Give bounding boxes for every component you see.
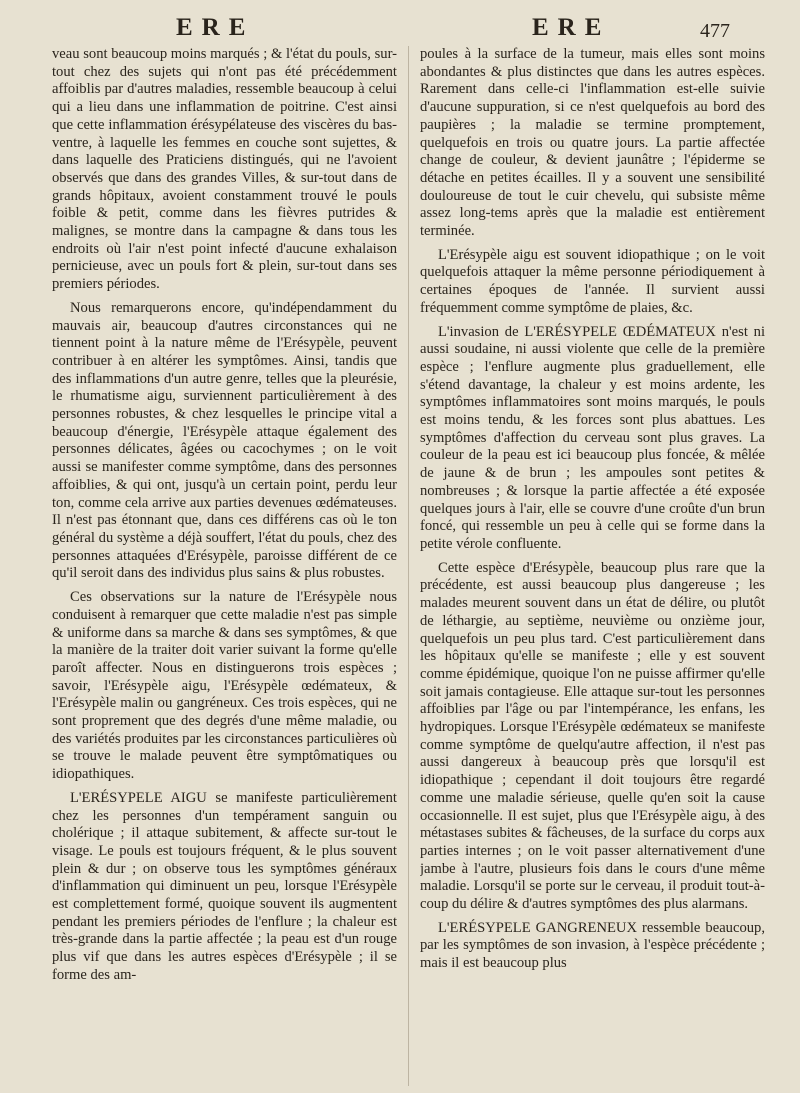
paragraph: veau sont beaucoup moins marqués ; & l'état du pouls, sur-tout chez des sujets qui n'ont pas été précédemment affoiblis par d'autres maladies, ressemble beaucoup à celui qui a lieu dans une inflammation de poitrine. C'est ainsi que cette inflammation érésypélateuse des viscères du bas-ventre, à laquelle les femmes en couche sont sujettes, & dans laquelle des Praticiens distingués, qui ne l'avoient observés que dans des grandes Villes, & sur-tout dans de grands hôpitaux, avoient constamment trouvé le pouls foible & petit, comme dans les fièvres putrides & malignes, se montre dans la campagne & dans tous les endroits où l'air n'est point infecté d'aucune exhalaison pernicieuse, avec un pouls fort & plein, sur-tout dans ses premiers périodes. [52,46,397,293]
page-header [0,14,800,44]
paragraph: Nous remarquerons encore, qu'indépendamment du mauvais air, beaucoup d'autres circonstances qui ne tiennent point à la nature même de l'Erésypèle, peuvent contribuer à en altérer les symptômes. Ainsi, tandis que des inflammations d'un autre genre, telles que la pleurésie, le rhumatisme aigu, surviennent particulièrement à des personnes robustes, & chez lesquelles le principe vital a beaucoup d'énergie, l'Erésypèle attaque également des personnes délicates, âgées ou cacochymes ; on le voit aussi se manifester comme symptôme, dans des personnes affoiblies, & qui ont, jusqu'à un certain point, perdu leur ton, comme cela arrive aux parties devenues œdémateuses. Il n'est pas étonnant que, dans ces différens cas où le ton général du système a déjà souffert, l'état du pouls, chez des personnes attaquées d'Erésypèle, paroisse différent de ce qu'il seroit dans des individus plus sains & plus robustes. [52,299,397,582]
paragraph: L'ERÉSYPELE GANGRENEUX ressemble beaucoup, par les symptômes de son invasion, à l'espèce précédente ; mais il est beaucoup plus [420,919,765,972]
right-column [420,46,765,1088]
column-divider [408,46,409,1086]
paragraph: L'ERÉSYPELE AIGU se manifeste particulièrement chez les personnes d'un tempérament sanguin ou cholérique ; il attaque subitement, & affecte sur-tout le visage. Le pouls est toujours fréquent, & le plus souvent plein & dur ; on observe tous les symptômes généraux d'inflammation qui diminuent un peu, lorsque l'Erésypèle est complettement formé, quoique souvent ils augmentent pendant les premiers périodes de l'enflure ; la chaleur est très-grande dans la partie affectée ; la peau est d'un rouge plus vif que dans les autres espèces d'Erésypèle ; il se forme des am- [52,789,397,983]
page-number: 477 [700,20,730,42]
paragraph: L'Erésypèle aigu est souvent idiopathique ; on le voit quelquefois attaquer la même personne périodiquement à certaines époques de l'année. Il survient aussi fréquemment comme symptôme de plaies, &c. [420,246,765,316]
paragraph: Ces observations sur la nature de l'Erésypèle nous conduisent à remarquer que cette maladie n'est pas simple & uniforme dans sa marche & dans ses symptômes, & que la manière de la traiter doit varier suivant la forme qu'elle paroît affecter. Nous en distinguerons trois espèces ; savoir, l'Erésypèle aigu, l'Erésypèle œdémateux, & l'Erésypèle malin ou gangréneux. Ces trois espèces, qui ne sont proprement que des degrés d'une même maladie, ou des variétés produites par les circonstances particulières où se trouve le malade peuvent être symptômatiques ou idiopathiques. [52,589,397,783]
left-column [52,46,397,1088]
paragraph: poules à la surface de la tumeur, mais elles sont moins abondantes & plus distinctes que dans les autres espèces. Rarement dans celle-ci l'inflammation est-elle suivie d'aucune suppuration, si ce n'est quelquefois au bord des paupières ; la maladie se termine promptement, quelquefois en trois ou quatre jours. La partie affectée change de couleur, & devient jaunâtre ; l'épiderme se détache en petites écailles. Il y a souvent une sensibilité douloureuse de tout le cuir chevelu, qui subsiste même assez long-tems après que la maladie est entièrement terminée. [420,46,765,240]
paragraph: L'invasion de L'ERÉSYPELE ŒDÉMATEUX n'est ni aussi soudaine, ni aussi violente que celle de la première espèce ; l'enflure augmente plus graduellement, elle s'étend davantage, la chaleur y est moins ardente, les symptômes inflammatoires sont moins marqués, le pouls est moins tendu, & les forces sont plus abattues. Les symptômes d'affection du cerveau sont plus graves. La couleur de la peau est ici beaucoup plus foncée, & mêlée de jaune & de brun ; les ampoules sont petites & nombreuses ; & lorsque la partie affectée a été exposée quelques jours à l'air, elle se couvre d'une croûte d'un brun foncé, qui ressemble un peu à celle qui se forme dans la petite vérole confluente. [420,323,765,552]
running-head-left: ERE [176,14,255,41]
paragraph: Cette espèce d'Erésypèle, beaucoup plus rare que la précédente, est aussi beaucoup plus dangereuse ; les malades meurent souvent dans un état de délire, ou plutôt de léthargie, au septième, neuvième ou onzième jour, quelquefois un peu plus tard. C'est particulièrement dans les hôpitaux qu'elle se manifeste ; elle y est souvent comme épidémique, quoique l'on ne puisse affirmer qu'elle soit jamais contagieuse. Elle attaque sur-tout les personnes affoiblies par l'âge ou par l'intempérance, les enfans, les hydropiques. Lorsque l'Erésypèle œdémateux se manifeste comme symptôme de quelqu'autre affection, il n'est pas aussi dangereux à beaucoup près que lorsqu'il est idiopathique ; cependant il doit toujours être regardé comme une maladie sérieuse, quelle qu'en soit la cause occasionnelle. Il est sujet, plus que l'Erésypèle aigu, à des métastases subites & fâcheuses, de la surface du corps aux parties internes ; on le voit passer alternativement d'une jambe à l'autre, plusieurs fois dans le cours d'une même maladie. Lorsqu'il se porte sur le cerveau, il produit tout-à-coup du délire & d'autres symptômes des plus alarmans. [420,559,765,913]
running-head-right: ERE [532,14,611,41]
